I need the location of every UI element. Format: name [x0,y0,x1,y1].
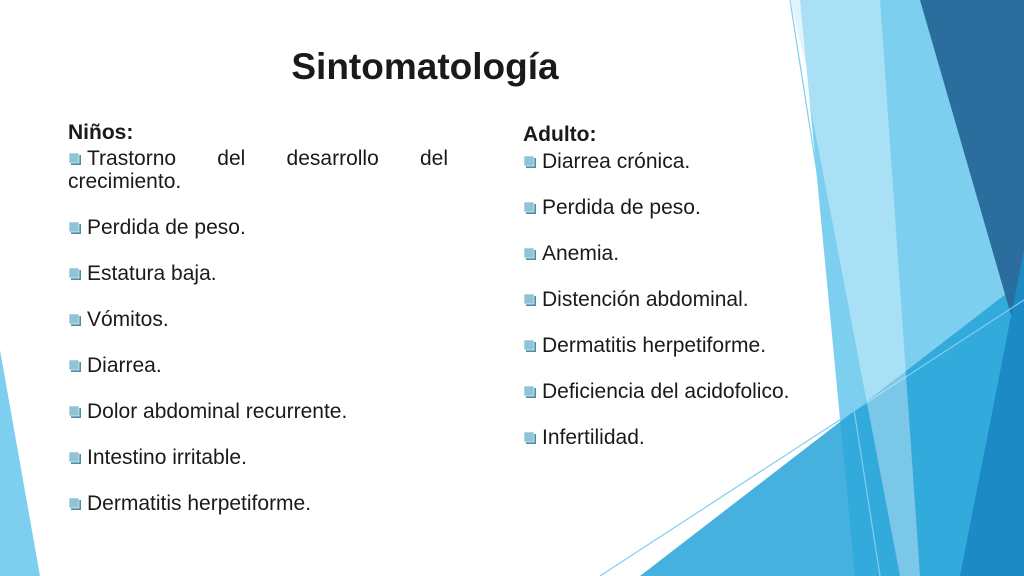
list-item-text: Vómitos. [87,308,169,331]
children-column [68,118,448,538]
checkbox-square-bullet-icon [523,385,537,399]
children-symptom-list [68,147,448,515]
checkbox-square-bullet-icon [68,267,82,281]
checkbox-square-bullet-icon [68,451,82,465]
checkbox-square-bullet-icon [68,313,82,327]
list-item [68,354,448,377]
checkbox-square-bullet-icon [523,431,537,445]
checkbox-square-bullet-icon [68,497,82,511]
list-item-text: Trastorno del desarrollo del crecimiento. [68,147,448,193]
checkbox-square-bullet-icon [523,339,537,353]
list-item-text: Intestino irritable. [87,446,247,469]
list-item [68,262,448,285]
list-item-text: Diarrea. [87,354,162,377]
list-item [523,288,813,311]
list-item [68,216,448,239]
checkbox-square-bullet-icon [523,247,537,261]
children-heading: Niños: [68,121,134,144]
checkbox-square-bullet-icon [523,293,537,307]
list-item [68,446,448,469]
checkbox-square-bullet-icon [68,359,82,373]
list-item-text: Anemia. [542,242,620,265]
list-item-text: Estatura baja. [87,262,217,285]
list-item [523,196,813,219]
list-item-text: Deficiencia del acidofolico. [542,380,790,403]
checkbox-square-bullet-icon [68,405,82,419]
adult-column [523,118,813,472]
adult-heading: Adulto: [523,123,597,146]
adult-symptom-list [523,150,813,449]
list-item [68,492,448,515]
list-item [523,242,813,265]
list-item-text: Dermatitis herpetiforme. [542,334,767,357]
list-item [68,147,448,193]
list-item [68,400,448,423]
list-item-text: Diarrea crónica. [542,150,691,173]
slide-title: Sintomatología [291,46,559,87]
list-item-text: Perdida de peso. [87,216,246,239]
list-item [68,308,448,331]
checkbox-square-bullet-icon [68,152,82,166]
list-item-text: Dolor abdominal recurrente. [87,400,348,423]
list-item [523,334,813,357]
checkbox-square-bullet-icon [523,155,537,169]
checkbox-square-bullet-icon [68,221,82,235]
list-item-text: Infertilidad. [542,426,645,449]
list-item-text: Perdida de peso. [542,196,701,219]
list-item-text: Distención abdominal. [542,288,749,311]
checkbox-square-bullet-icon [523,201,537,215]
list-item [523,150,813,173]
list-item-text: Dermatitis herpetiforme. [87,492,312,515]
list-item [523,380,813,403]
list-item [523,426,813,449]
left-edge-shape [0,350,40,576]
